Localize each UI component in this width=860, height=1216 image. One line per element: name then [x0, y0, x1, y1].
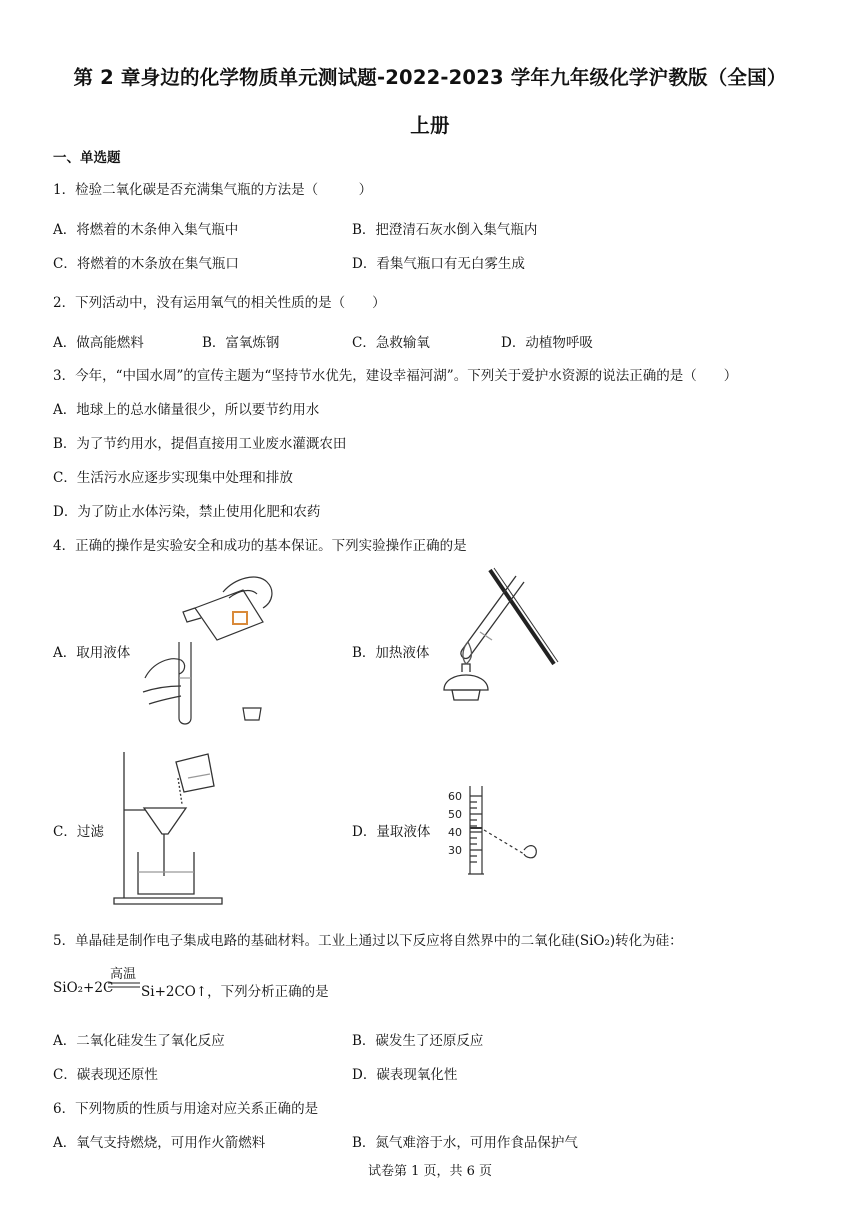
q5-option-d: D．碳表现氧化性 — [352, 1067, 458, 1083]
q5-option-a: A．二氧化硅发生了氧化反应 — [53, 1033, 225, 1049]
document-title-line-1: 第 2 章身边的化学物质单元测试题-2022-2023 学年九年级化学沪教版（全国） — [73, 66, 787, 89]
equation-left: SiO₂+2C — [53, 980, 114, 996]
q6-option-b: B．氮气难溶于水，可用作食品保护气 — [352, 1135, 578, 1151]
q5-option-c: C．碳表现还原性 — [53, 1067, 158, 1083]
q5-stem: 5．单晶硅是制作电子集成电路的基础材料。工业上通过以下反应将自然界中的二氧化硅(SiO₂)转化为硅： — [53, 933, 683, 949]
cylinder-tick-40: 40 — [448, 826, 462, 839]
q4-option-b: B．加热液体 — [352, 645, 430, 661]
pour-liquid-illustration — [135, 568, 285, 728]
q2-stem: 2．下列活动中，没有运用氧气的相关性质的是（ ） — [53, 295, 386, 311]
q3-option-d: D．为了防止水体污染，禁止使用化肥和农药 — [53, 504, 321, 520]
q4-option-c: C．过滤 — [53, 824, 104, 840]
heat-liquid-illustration — [432, 560, 567, 710]
q3-option-b: B．为了节约用水，提倡直接用工业废水灌溉农田 — [53, 436, 347, 452]
cylinder-tick-50: 50 — [448, 808, 462, 821]
measuring-cylinder-illustration — [440, 784, 550, 880]
q4-option-a: A．取用液体 — [53, 645, 131, 661]
q4-option-d: D．量取液体 — [352, 824, 431, 840]
q3-option-a: A．地球上的总水储量很少，所以要节约用水 — [53, 402, 320, 418]
equals-sign-icon — [108, 981, 140, 989]
q2-option-a: A．做高能燃料 — [53, 335, 144, 351]
q6-option-a: A．氧气支持燃烧，可用作火箭燃料 — [53, 1135, 266, 1151]
reaction-condition: 高温 — [110, 967, 137, 982]
q5-option-b: B．碳发生了还原反应 — [352, 1033, 484, 1049]
q3-option-c: C．生活污水应逐步实现集中处理和排放 — [53, 470, 293, 486]
q1-option-c: C．将燃着的木条放在集气瓶口 — [53, 256, 239, 272]
page-footer: 试卷第 1 页，共 6 页 — [367, 1164, 493, 1179]
filtration-illustration — [110, 748, 230, 906]
cylinder-tick-60: 60 — [448, 790, 462, 803]
q2-option-b: B．富氧炼钢 — [202, 335, 280, 351]
q3-stem: 3．今年，“中国水周”的宣传主题为“坚持节水优先，建设幸福河湖”。下列关于爱护水资源的说法正确的是（ ） — [53, 368, 738, 384]
q1-stem: 1．检验二氧化碳是否充满集气瓶的方法是（ ） — [53, 182, 373, 198]
cylinder-tick-30: 30 — [448, 844, 462, 857]
q1-option-d: D．看集气瓶口有无白雾生成 — [352, 256, 525, 272]
q2-option-c: C．急救输氧 — [352, 335, 430, 351]
q4-stem: 4．正确的操作是实验安全和成功的基本保证。下列实验操作正确的是 — [53, 538, 467, 554]
q1-option-b: B．把澄清石灰水倒入集气瓶内 — [352, 222, 538, 238]
equation-right: Si+2CO↑，下列分析正确的是 — [141, 984, 329, 1000]
q6-stem: 6．下列物质的性质与用途对应关系正确的是 — [53, 1101, 319, 1117]
q2-option-d: D．动植物呼吸 — [501, 335, 593, 351]
q1-option-a: A．将燃着的木条伸入集气瓶中 — [53, 222, 239, 238]
section-heading: 一、单选题 — [53, 150, 121, 166]
document-title-line-2: 上册 — [410, 114, 450, 137]
